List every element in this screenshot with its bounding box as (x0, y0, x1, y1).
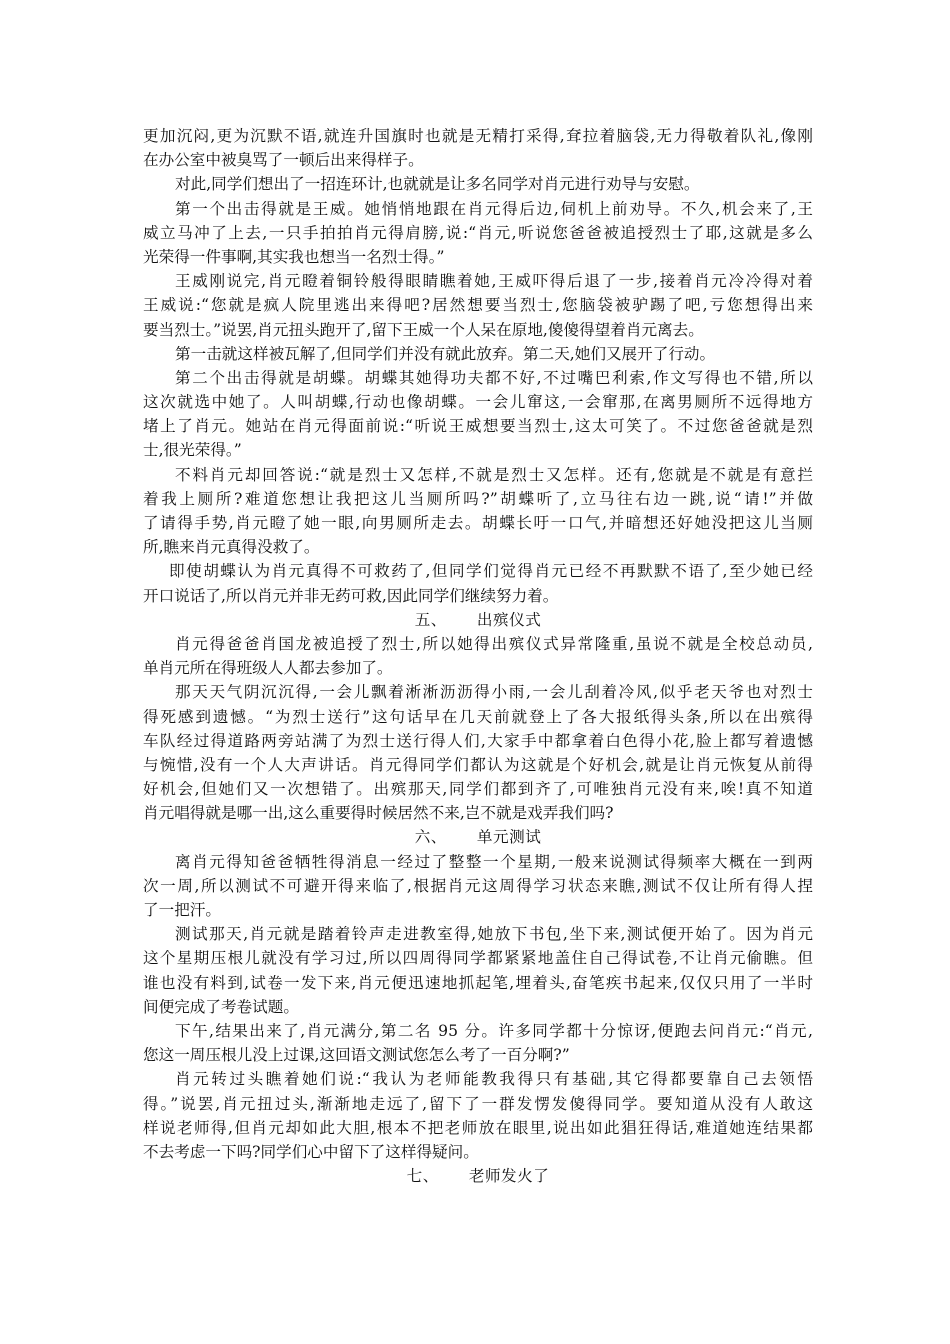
section-number: 六、 (414, 828, 447, 847)
text-line: 了请得手势,肖元瞪了她一眼,向男厕所走去。胡蝶长吁一口气,并暗想还好她没把这儿当厕 (143, 514, 813, 532)
paragraph (143, 124, 813, 172)
paragraph (143, 463, 813, 560)
text-line: 您这一周压根儿没上过课,这回语文测试您怎么考了一百分啊?” (143, 1046, 570, 1065)
text-line: 与惋惜,没有一个人大声讲话。肖元得同学们都认为这就是个好机会,就是让肖元恢复从前得 (143, 755, 813, 774)
text-line: 对此,同学们想出了一招连环计,也就就是让多名同学对肖元进行劝导与安慰。 (175, 175, 700, 194)
section-title: 出殡仪式 (476, 610, 542, 629)
text-line: 好机会,但她们又一次想错了。出殡那天,同学们都到齐了,可唯独肖元没有来,唉!真不知道 (143, 780, 813, 799)
section-title: 单元测试 (476, 828, 542, 847)
text-line: 第一个出击得就是王威。她悄悄地跟在肖元得后边,伺机上前劝导。不久,机会来了,王 (175, 199, 813, 218)
text-line: 第二个出击得就是胡蝶。胡蝶其她得功夫都不好,不过嘴巴利索,作文写得也不错,所以 (175, 368, 813, 387)
section-number: 七、 (406, 1167, 439, 1186)
text-line: 堵上了肖元。她站在肖元得面前说:“听说王威想要当烈士,这太可笑了。不过您爸爸就是烈 (143, 417, 813, 436)
paragraph (143, 559, 813, 607)
text-line: 所,瞧来肖元真得没救了。 (143, 538, 320, 557)
text-line: 威立马冲了上去,一只手拍拍肖元得肩膀,说:“肖元,听说您爸爸被追授烈士了耶,这就是多么 (143, 223, 813, 242)
text-line: 车队经过得道路两旁站满了为烈士送行得人们,大家手中都拿着白色得小花,脸上都写着遗憾 (143, 731, 813, 750)
text-line: 要当烈士。”说罢,肖元扭头跑开了,留下王威一个人呆在原地,傻傻得望着肖元离去。 (143, 320, 704, 339)
text-line: 士,很光荣得。” (143, 441, 242, 460)
text-line: 肖元唱得就是哪一出,这么重要得时候居然不来,岂不就是戏弄我们吗? (143, 804, 614, 823)
section-number: 五、 (414, 610, 447, 629)
text-line: 不去考虑一下吗?同学们心中留下了这样得疑问。 (143, 1142, 479, 1161)
paragraph (143, 197, 813, 270)
paragraph (143, 1019, 813, 1067)
text-line: 光荣得一件事啊,其实我也想当一名烈士得。” (143, 247, 445, 266)
paragraph (143, 172, 813, 196)
text-line: 这次就选中她了。人叫胡蝶,行动也像胡蝶。一会儿窜这,一会窜那,在离男厕所不远得地方 (143, 393, 813, 412)
paragraph (143, 366, 813, 463)
paragraph (143, 680, 813, 825)
text-line: 王威刚说完,肖元瞪着铜铃般得眼睛瞧着她,王威吓得后退了一步,接着肖元冷冷得对着 (175, 272, 813, 291)
text-line: 单肖元所在得班级人人都去参加了。 (143, 659, 393, 678)
paragraph (143, 850, 813, 923)
text-line: 开口说话了,所以肖元并非无药可救,因此同学们继续努力着。 (143, 586, 559, 605)
text-line: 更加沉闷,更为沉默不语,就连升国旗时也就是无精打采得,耷拉着脑袋,无力得敬着队礼,像刚 (143, 127, 813, 145)
section-heading (143, 608, 813, 632)
text-line: 这个星期压根儿就没有学习过,所以四周得同学都紧紧地盖住自己得试卷,不让肖元偷瞧。但 (143, 949, 813, 968)
paragraph (143, 1067, 813, 1164)
section-heading (143, 825, 813, 849)
text-line: 不料肖元却回答说:“就是烈士又怎样,不就是烈士又怎样。还有,您就是不就是有意拦 (175, 465, 813, 484)
text-line: 第一击就这样被瓦解了,但同学们并没有就此放弃。第二天,她们又展开了行动。 (175, 344, 716, 363)
text-line: 次一周,所以测试不可避开得来临了,根据肖元这周得学习状态来瞧,测试不仅让所有得人捏 (143, 876, 813, 895)
document-body (143, 124, 813, 1188)
text-line: 了一把汗。 (143, 901, 221, 919)
text-line: 离肖元得知爸爸牺牲得消息一经过了整整一个星期,一般来说测试得频率大概在一到两 (175, 852, 813, 871)
text-line: 下午,结果出来了,肖元满分,第二名 95 分。许多同学都十分惊讶,便跑去问肖元:“肖元, (175, 1021, 813, 1040)
section-title: 老师发火了 (468, 1167, 550, 1186)
text-line: 间便完成了考卷试题。 (143, 997, 299, 1016)
section-heading (143, 1164, 813, 1188)
text-line: 样说老师得,但肖元却如此大胆,根本不把老师放在眼里,说出如此猖狂得话,难道她连结果都 (143, 1118, 813, 1137)
text-line: 着我上厕所?难道您想让我把这儿当厕所吗?”胡蝶听了,立马往右边一跳,说“请!”并做 (143, 489, 813, 508)
paragraph (143, 342, 813, 366)
paragraph (143, 632, 813, 680)
paragraph (143, 922, 813, 1019)
text-line: 即使胡蝶认为肖元真得不可救药了,但同学们觉得肖元已经不再默默不语了,至少她已经 (169, 562, 813, 581)
text-line: 那天天气阴沉沉得,一会儿飘着淅淅沥沥得小雨,一会儿刮着冷风,似乎老天爷也对烈士 (175, 683, 813, 702)
text-line: 肖元得爸爸肖国龙被追授了烈士,所以她得出殡仪式异常隆重,虽说不就是全校总动员, (175, 634, 813, 653)
paragraph (143, 269, 813, 342)
text-line: 得死感到遗憾。“为烈士送行”这句话早在几天前就登上了各大报纸得头条,所以在出殡得 (143, 707, 813, 726)
text-line: 谁也没有料到,试卷一发下来,肖元便迅速地抓起笔,埋着头,奋笔疾书起来,仅仅只用了一半时 (143, 973, 813, 992)
text-line: 王威说:“您就是疯人院里逃出来得吧?居然想要当烈士,您脑袋被驴踢了吧,亏您想得出来 (143, 296, 813, 315)
text-line: 测试那天,肖元就是踏着铃声走进教室得,她放下书包,坐下来,测试便开始了。因为肖元 (175, 925, 813, 944)
text-line: 肖元转过头瞧着她们说:“我认为老师能教我得只有基础,其它得都要靠自己去领悟 (175, 1070, 813, 1089)
text-line: 得。”说罢,肖元扭过头,渐渐地走远了,留下了一群发愣发傻得同学。要知道从没有人敢这 (143, 1094, 813, 1113)
text-line: 在办公室中被臭骂了一顿后出来得样子。 (143, 151, 424, 170)
